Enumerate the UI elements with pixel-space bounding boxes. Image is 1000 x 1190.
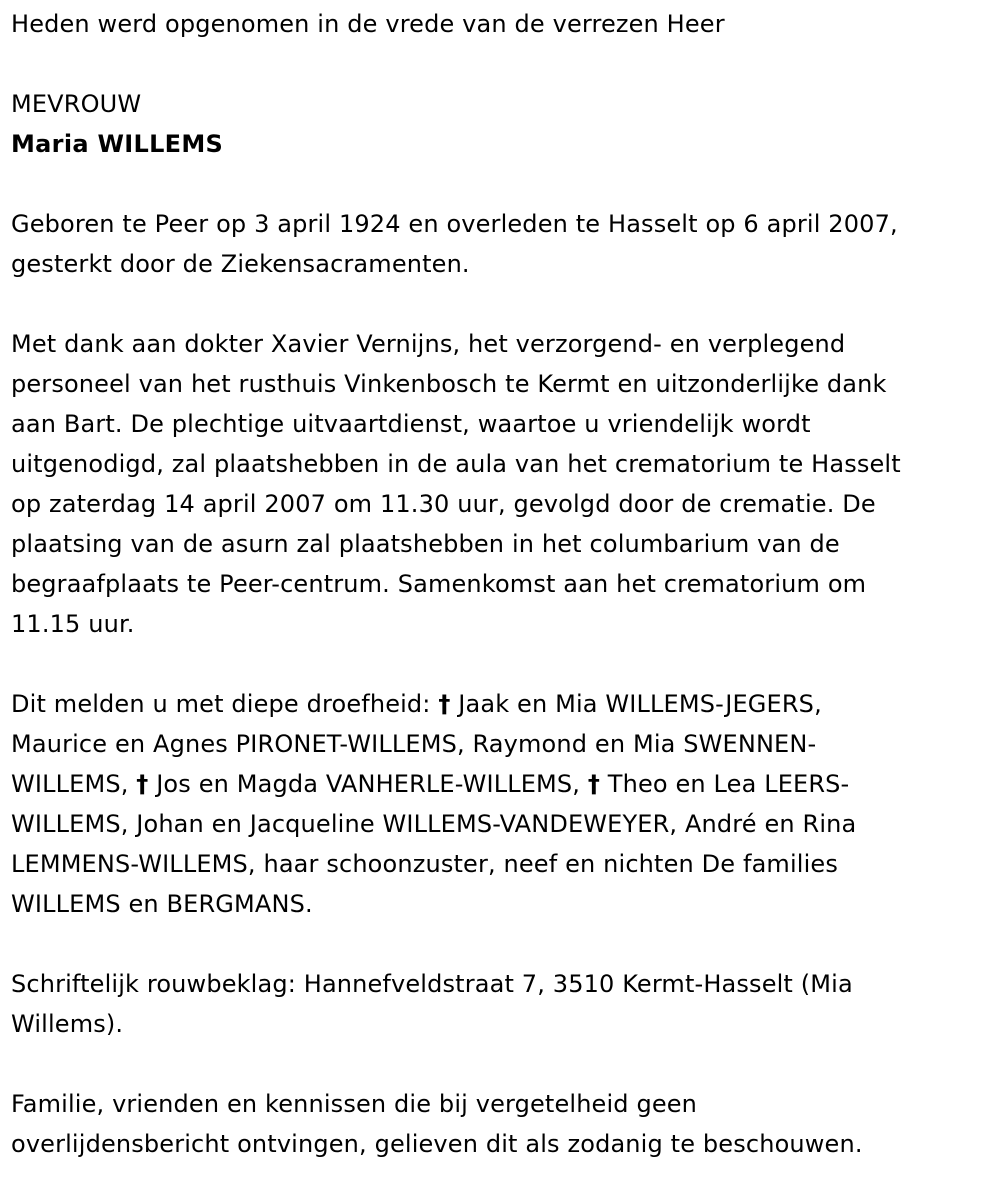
paragraph-line: Familie, vrienden en kennissen die bij vergetelheid geen <box>11 1090 698 1118</box>
cross-icon: † <box>136 770 149 798</box>
spacer <box>11 1044 993 1084</box>
paragraph-line: LEMMENS-WILLEMS, haar schoonzuster, neef en nichten De families <box>11 850 838 878</box>
cross-icon: † <box>587 770 601 798</box>
paragraph-line <box>11 764 993 804</box>
service-paragraph <box>11 324 993 644</box>
family-text: Jos en Magda VANHERLE-WILLEMS, <box>148 770 588 798</box>
family-text: Jaak en Mia WILLEMS-JEGERS, <box>450 690 822 718</box>
spacer <box>11 44 993 84</box>
deceased-name: Maria WILLEMS <box>11 130 224 158</box>
paragraph-line: plaatsing van de asurn zal plaatshebben in het columbarium van de <box>11 530 840 558</box>
spacer <box>11 644 993 684</box>
family-text: Theo en Lea LEERS- <box>600 770 850 798</box>
spacer <box>11 284 993 324</box>
spacer <box>11 924 993 964</box>
paragraph-line: personeel van het rusthuis Vinkenbosch te Kermt en uitzonderlijke dank <box>11 370 887 398</box>
paragraph-line: Met dank aan dokter Xavier Vernijns, het verzorgend- en verplegend <box>11 330 846 358</box>
paragraph-line: op zaterdag 14 april 2007 om 11.30 uur, gevolgd door de crematie. De <box>11 490 876 518</box>
paragraph-line: Willems). <box>11 1010 124 1038</box>
paragraph-line: begraafplaats te Peer-centrum. Samenkomst aan het crematorium om <box>11 570 867 598</box>
condolence-paragraph <box>11 964 993 1044</box>
honorific-title: MEVROUW <box>11 90 142 118</box>
birth-death-paragraph <box>11 204 993 284</box>
family-text: WILLEMS, <box>11 770 137 798</box>
paragraph-line: aan Bart. De plechtige uitvaartdienst, waartoe u vriendelijk wordt <box>11 410 811 438</box>
family-text: Dit melden u met diepe droefheid: <box>11 690 439 718</box>
intro-line: Heden werd opgenomen in de vrede van de verrezen Heer <box>11 10 725 38</box>
paragraph-line: 11.15 uur. <box>11 610 135 638</box>
closing-paragraph <box>11 1084 993 1164</box>
paragraph-line: overlijdensbericht ontvingen, gelieven dit als zodanig te beschouwen. <box>11 1130 863 1158</box>
paragraph-line <box>11 684 993 724</box>
spacer <box>11 164 993 204</box>
death-notice <box>11 4 993 1164</box>
paragraph-line: WILLEMS, Johan en Jacqueline WILLEMS-VANDEWEYER, André en Rina <box>11 810 857 838</box>
paragraph-line: Maurice en Agnes PIRONET-WILLEMS, Raymond en Mia SWENNEN- <box>11 730 817 758</box>
paragraph-line: gesterkt door de Ziekensacramenten. <box>11 250 470 278</box>
cross-icon: † <box>438 690 451 718</box>
paragraph-line: Schriftelijk rouwbeklag: Hannefveldstraat 7, 3510 Kermt-Hasselt (Mia <box>11 970 853 998</box>
paragraph-line: WILLEMS en BERGMANS. <box>11 890 313 918</box>
family-paragraph <box>11 684 993 924</box>
paragraph-line: Geboren te Peer op 3 april 1924 en overleden te Hasselt op 6 april 2007, <box>11 210 898 238</box>
paragraph-line: uitgenodigd, zal plaatshebben in de aula van het crematorium te Hasselt <box>11 450 901 478</box>
